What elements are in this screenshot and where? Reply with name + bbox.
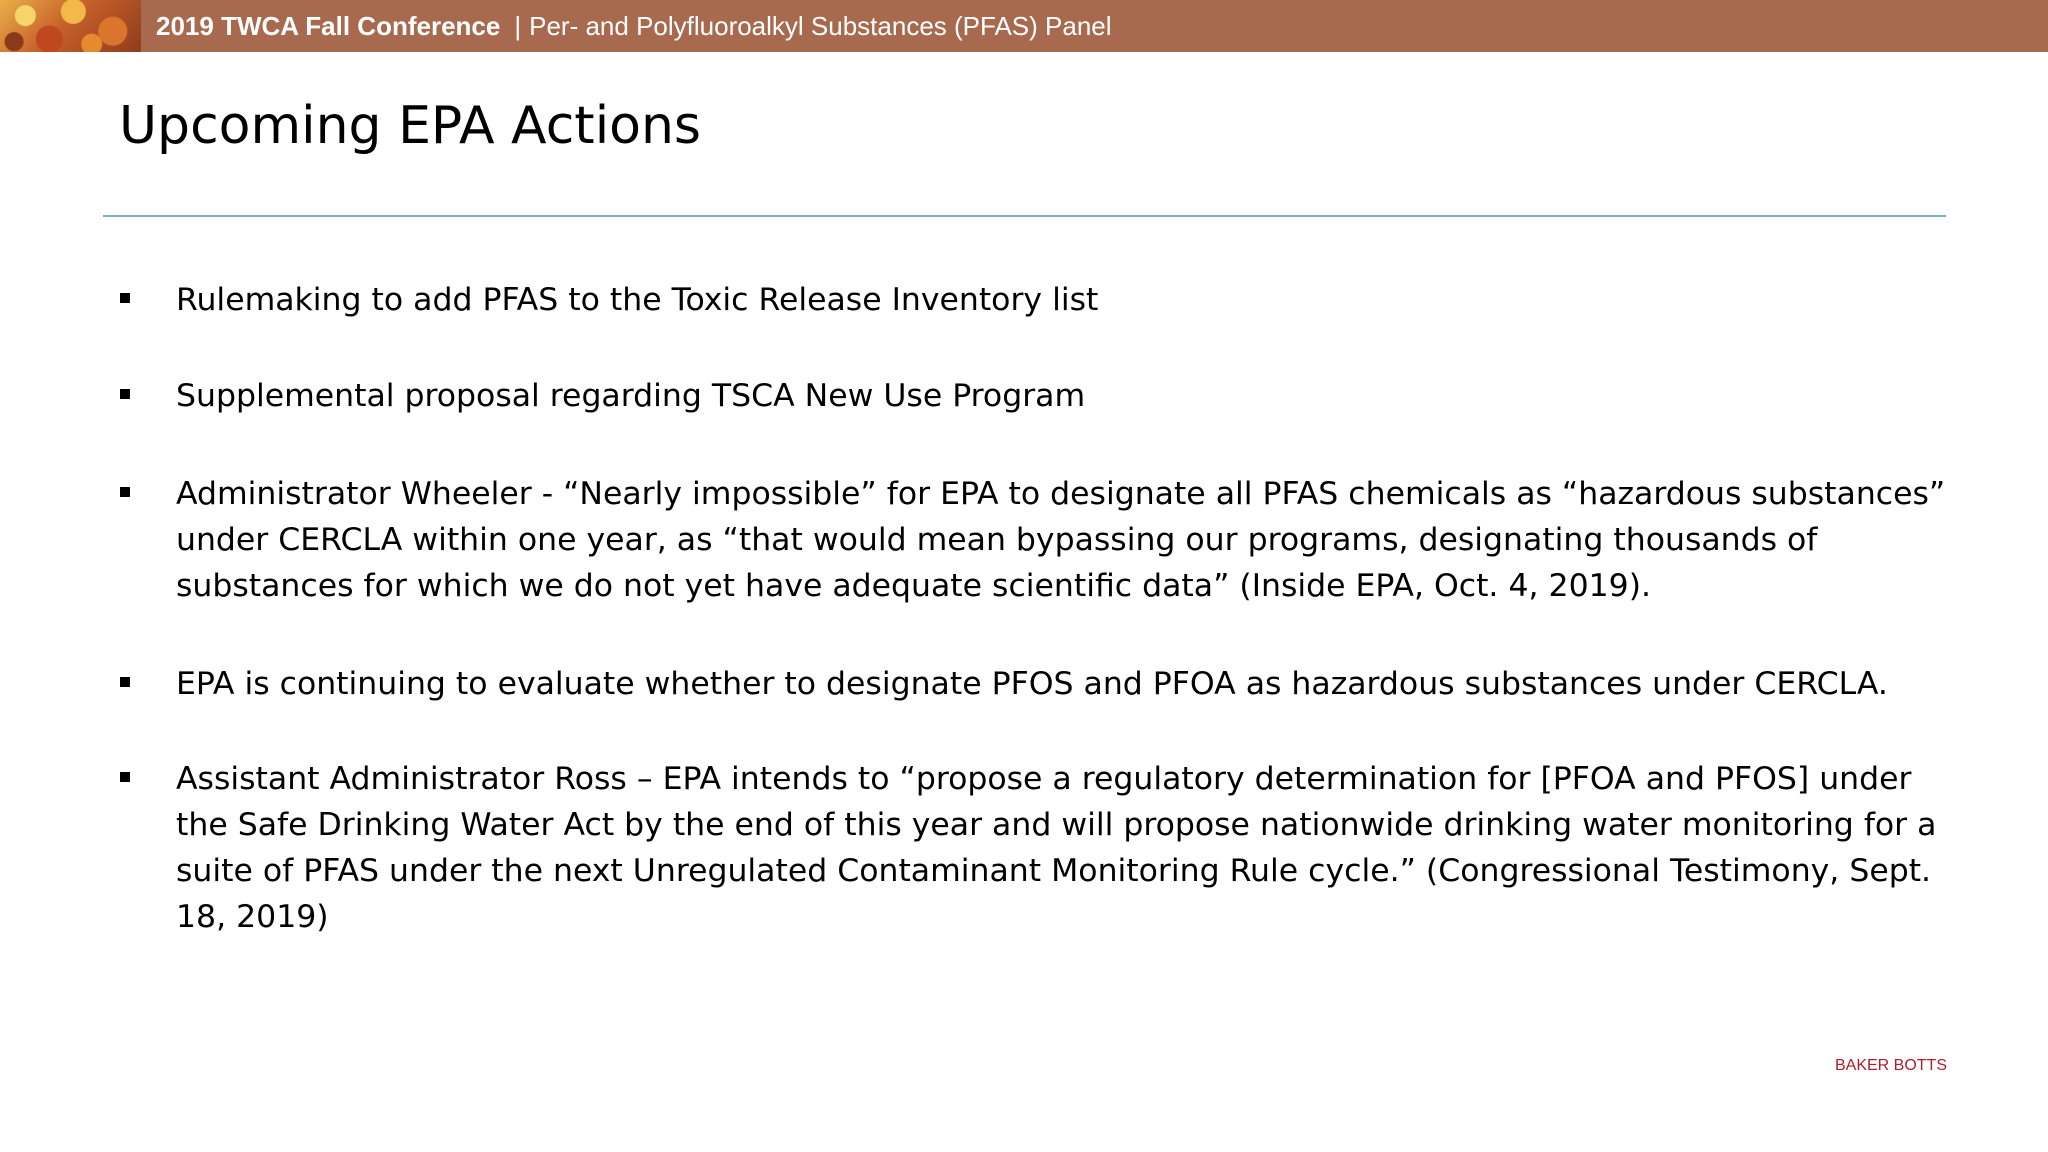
header-text [156, 0, 1112, 52]
square-bullet-icon [120, 293, 130, 303]
bullet-text: Assistant Administrator Ross – EPA intends to “propose a regulatory determination for [PFOA and PFOS] under the Safe Drinking Water Act by the end of this year and will propose nationwide drinking water monitoring for a suite of PFAS under the next Unregulated Contaminant Monitoring Rule cycle.” (Congressional Testimony, Sept. 18, 2019) [176, 761, 1937, 935]
footer-brand: BAKER BOTTS [1834, 1057, 1947, 1074]
square-bullet-icon [120, 772, 130, 782]
slide-title: Upcoming EPA Actions [119, 96, 702, 156]
bullet-text: Rulemaking to add PFAS to the Toxic Release Inventory list [176, 282, 1099, 318]
square-bullet-icon [120, 487, 130, 497]
conference-name: 2019 TWCA Fall Conference [156, 11, 501, 41]
bullet-text: Administrator Wheeler - “Nearly impossible” for EPA to designate all PFAS chemicals as “hazardous substances” under CERCLA within one year, as “that would mean bypassing our programs, designating thousands of substances for which we do not yet have adequate scientific data” (Inside EPA, Oct. 4, 2019). [176, 476, 1946, 604]
panel-name: Per- and Polyfluoroalkyl Substances (PFAS) Panel [529, 11, 1112, 41]
bullet-text: EPA is continuing to evaluate whether to designate PFOS and PFOA as hazardous substances under CERCLA. [176, 666, 1888, 702]
square-bullet-icon [120, 677, 130, 687]
header-bar [0, 0, 2048, 52]
square-bullet-icon [120, 389, 130, 399]
autumn-leaves-image [0, 0, 141, 52]
header-separator: | [514, 11, 522, 41]
title-divider [103, 215, 1946, 217]
bullet-text: Supplemental proposal regarding TSCA New Use Program [176, 378, 1086, 414]
